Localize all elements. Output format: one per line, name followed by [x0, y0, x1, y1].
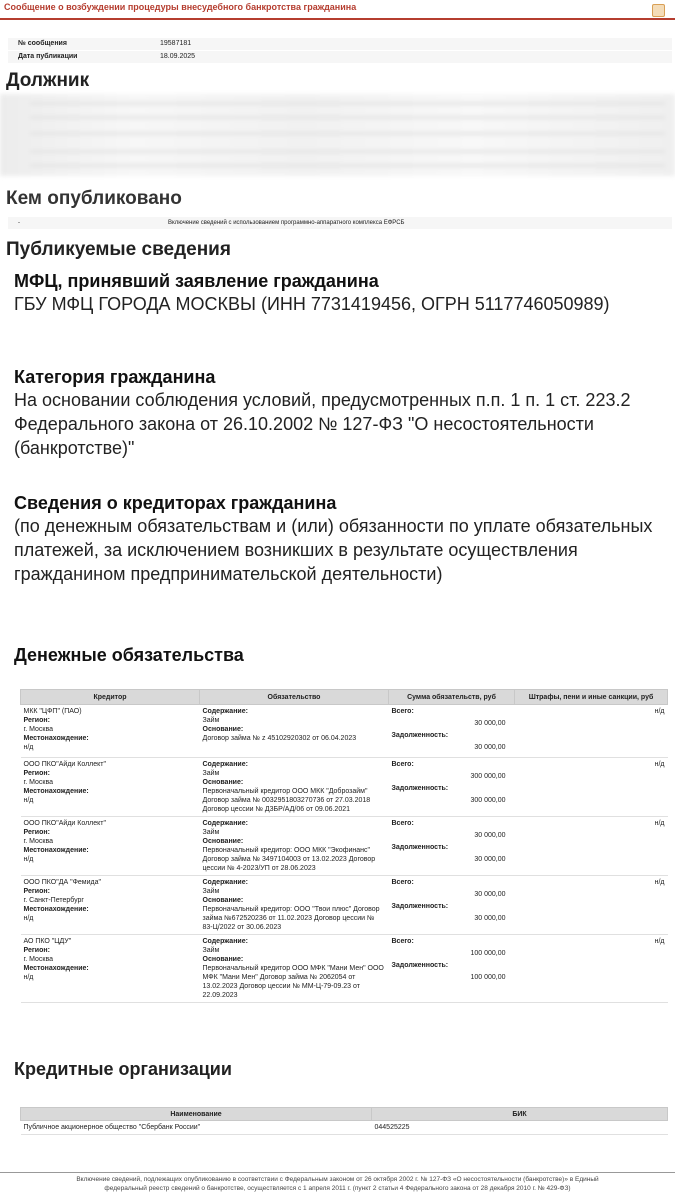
- meta-label: № сообщения: [18, 40, 67, 47]
- creditor-cell: [21, 705, 200, 758]
- content-label: Содержание:: [202, 708, 248, 715]
- creditor-cell: [21, 817, 200, 876]
- content-label: Содержание:: [202, 761, 248, 768]
- amount-cell: [389, 935, 515, 1003]
- table-row: [21, 1121, 668, 1135]
- publisher-row: [8, 217, 672, 229]
- table-header-row: [21, 690, 668, 705]
- total-label: Всего:: [391, 938, 414, 945]
- region-value: г. Москва: [23, 779, 53, 786]
- meta-row-date: [8, 51, 672, 64]
- region-label: Регион:: [23, 888, 50, 895]
- region-value: г. Москва: [23, 956, 53, 963]
- meta-label: Дата публикации: [18, 53, 78, 60]
- content-value: Займ: [202, 829, 220, 836]
- credit-orgs-heading: Кредитные организации: [14, 1059, 232, 1079]
- total-label: Всего:: [391, 761, 414, 768]
- total-value: 30 000,00: [474, 832, 506, 839]
- col-obligation: Обязательство: [200, 690, 389, 705]
- debt-label: Задолженность:: [391, 785, 449, 792]
- debt-value: 300 000,00: [470, 797, 506, 804]
- debt-label: Задолженность:: [391, 962, 449, 969]
- amount-cell: [389, 705, 515, 758]
- basis-value: Первоначальный кредитор ООО МКК "Доброзайм" Договор займа № 0032951803270736 от 27.03.2018 Договор цессии № Д3БР/АД/06 от 09.06.2021: [202, 788, 371, 813]
- table-row: [21, 705, 668, 758]
- col-penalty: Штрафы, пени и иные санкции, руб: [515, 690, 668, 705]
- location-label: Местонахождение:: [23, 965, 89, 972]
- message-meta: [8, 38, 672, 64]
- credit-orgs-table: [20, 1107, 668, 1135]
- location-value: н/д: [23, 797, 34, 804]
- debt-label: Задолженность:: [391, 732, 449, 739]
- org-bik: 044525225: [372, 1121, 668, 1135]
- basis-label: Основание:: [202, 779, 244, 786]
- debt-label: Задолженность:: [391, 844, 449, 851]
- penalty-cell: н/д: [515, 758, 668, 817]
- region-label: Регион:: [23, 829, 50, 836]
- creditor-cell: [21, 935, 200, 1003]
- region-label: Регион:: [23, 770, 50, 777]
- penalty-cell: н/д: [515, 817, 668, 876]
- basis-value: Первоначальный кредитор ООО МФК "Мани Мен" ООО МФК "Мани Мен" Договор займа № 2062054 от 13.02.2023 Договор цессии № ММ-Ц-79-09.23 от 22.09.2023: [202, 965, 384, 999]
- print-icon[interactable]: [652, 4, 665, 17]
- basis-label: Основание:: [202, 838, 244, 845]
- creditor-name: МКК "ЦФП" (ПАО): [23, 708, 82, 715]
- obligation-cell: [200, 705, 389, 758]
- debtor-heading: Должник: [6, 70, 90, 91]
- content-value: Займ: [202, 717, 220, 724]
- obligation-cell: [200, 758, 389, 817]
- basis-label: Основание:: [202, 726, 244, 733]
- location-label: Местонахождение:: [23, 788, 89, 795]
- total-label: Всего:: [391, 820, 414, 827]
- mfc-title: МФЦ, принявший заявление гражданина: [14, 271, 379, 291]
- meta-value: 19587181: [160, 40, 192, 47]
- table-row: [21, 817, 668, 876]
- content-label: Содержание:: [202, 879, 248, 886]
- money-heading-block: [14, 644, 664, 666]
- region-value: г. Москва: [23, 726, 53, 733]
- footer-line-2: федеральный реестр сведений о банкротстве, осуществляется с 1 апреля 2011 г. (пункт 2 статьи 4 Федерального закона от 28 декабря 2010 г. № 429-ФЗ): [104, 1185, 571, 1192]
- creditor-name: ООО ПКО"Айди Коллект": [23, 820, 106, 827]
- col-bik: БИК: [372, 1108, 668, 1121]
- footer-line-1: Включение сведений, подлежащих опубликованию в соответствии с Федеральным законом от 26 октября 2002 г. № 127-ФЗ «О несостоятельности (банкротстве)» в Единый: [76, 1176, 599, 1183]
- mfc-block: [14, 270, 664, 316]
- basis-value: Договор займа № z 45102920302 от 06.04.2023: [202, 735, 357, 742]
- debt-value: 30 000,00: [474, 915, 506, 922]
- region-label: Регион:: [23, 717, 50, 724]
- amount-cell: [389, 876, 515, 935]
- creditors-title: Сведения о кредиторах гражданина: [14, 493, 337, 513]
- location-value: н/д: [23, 974, 34, 981]
- total-value: 100 000,00: [470, 950, 506, 957]
- meta-row-number: [8, 38, 672, 51]
- creditor-cell: [21, 876, 200, 935]
- obligation-cell: [200, 817, 389, 876]
- total-value: 30 000,00: [474, 891, 506, 898]
- meta-value: 18.09.2025: [160, 53, 196, 60]
- total-label: Всего:: [391, 708, 414, 715]
- published-heading: Публикуемые сведения: [6, 239, 231, 260]
- region-value: г. Санкт-Петербург: [23, 897, 84, 904]
- publisher-heading: Кем опубликовано: [6, 188, 182, 209]
- debtor-redacted-info: [0, 94, 675, 176]
- debt-label: Задолженность:: [391, 903, 449, 910]
- content-label: Содержание:: [202, 820, 248, 827]
- col-name: Наименование: [21, 1108, 372, 1121]
- creditors-text: (по денежным обязательствам и (или) обязанности по уплате обязательных платежей, за исключением возникших в результате осуществления гражданином предпринимательской деятельности): [14, 516, 653, 584]
- creditor-cell: [21, 758, 200, 817]
- page-title: Сообщение о возбуждении процедуры внесудебного банкротства гражданина: [4, 2, 357, 12]
- publisher-value: Включение сведений с использованием программно-аппаратного комплекса ЕФРСБ: [168, 220, 405, 226]
- table-header-row: [21, 1108, 668, 1121]
- total-value: 300 000,00: [470, 773, 506, 780]
- amount-cell: [389, 758, 515, 817]
- table-row: [21, 876, 668, 935]
- debt-value: 100 000,00: [470, 974, 506, 981]
- location-label: Местонахождение:: [23, 847, 89, 854]
- total-value: 30 000,00: [474, 720, 506, 727]
- region-label: Регион:: [23, 947, 50, 954]
- amount-cell: [389, 817, 515, 876]
- footer: [0, 1172, 675, 1203]
- basis-label: Основание:: [202, 956, 244, 963]
- content-label: Содержание:: [202, 938, 248, 945]
- obligations-table: [20, 689, 668, 1003]
- region-value: г. Москва: [23, 838, 53, 845]
- content-value: Займ: [202, 888, 220, 895]
- category-block: [14, 366, 664, 460]
- location-label: Местонахождение:: [23, 735, 89, 742]
- creditors-block: [14, 492, 664, 586]
- category-title: Категория гражданина: [14, 367, 216, 387]
- money-title: Денежные обязательства: [14, 645, 244, 665]
- creditor-name: ООО ПКО"Айди Коллект": [23, 761, 106, 768]
- col-amount: Сумма обязательств, руб: [389, 690, 515, 705]
- category-text: На основании соблюдения условий, предусмотренных п.п. 1 п. 1 ст. 223.2 Федерального закона от 26.10.2002 № 127-ФЗ "О несостоятельности (банкротстве)": [14, 390, 631, 458]
- publisher-key: -: [18, 220, 20, 226]
- table-row: [21, 935, 668, 1003]
- content-value: Займ: [202, 947, 220, 954]
- basis-value: Первоначальный кредитор: ООО МКК "Экофинанс" Договор займа № 3497104003 от 13.02.2023 Договор цессии № 4-2023/УП от 28.06.2023: [202, 847, 376, 872]
- penalty-cell: н/д: [515, 935, 668, 1003]
- debt-value: 30 000,00: [474, 856, 506, 863]
- location-value: н/д: [23, 856, 34, 863]
- basis-label: Основание:: [202, 897, 244, 904]
- content-value: Займ: [202, 770, 220, 777]
- org-name: Публичное акционерное общество "Сбербанк России": [21, 1121, 372, 1135]
- title-bar: [0, 0, 675, 20]
- col-creditor: Кредитор: [21, 690, 200, 705]
- penalty-cell: н/д: [515, 876, 668, 935]
- creditor-name: ООО ПКО"ДА "Фемида": [23, 879, 101, 886]
- penalty-cell: н/д: [515, 705, 668, 758]
- obligation-cell: [200, 876, 389, 935]
- location-label: Местонахождение:: [23, 906, 89, 913]
- location-value: н/д: [23, 744, 34, 751]
- basis-value: Первоначальный кредитор: ООО "Твои плюс" Договор займа №672520236 от 11.02.2023 Договор цессии № 83-Ц/2022 от 30.06.2023: [202, 906, 380, 931]
- creditor-name: АО ПКО "ЦДУ": [23, 938, 72, 945]
- location-value: н/д: [23, 915, 34, 922]
- total-label: Всего:: [391, 879, 414, 886]
- obligation-cell: [200, 935, 389, 1003]
- debt-value: 30 000,00: [474, 744, 506, 751]
- table-row: [21, 758, 668, 817]
- mfc-text: ГБУ МФЦ ГОРОДА МОСКВЫ (ИНН 7731419456, ОГРН 5117746050989): [14, 294, 610, 314]
